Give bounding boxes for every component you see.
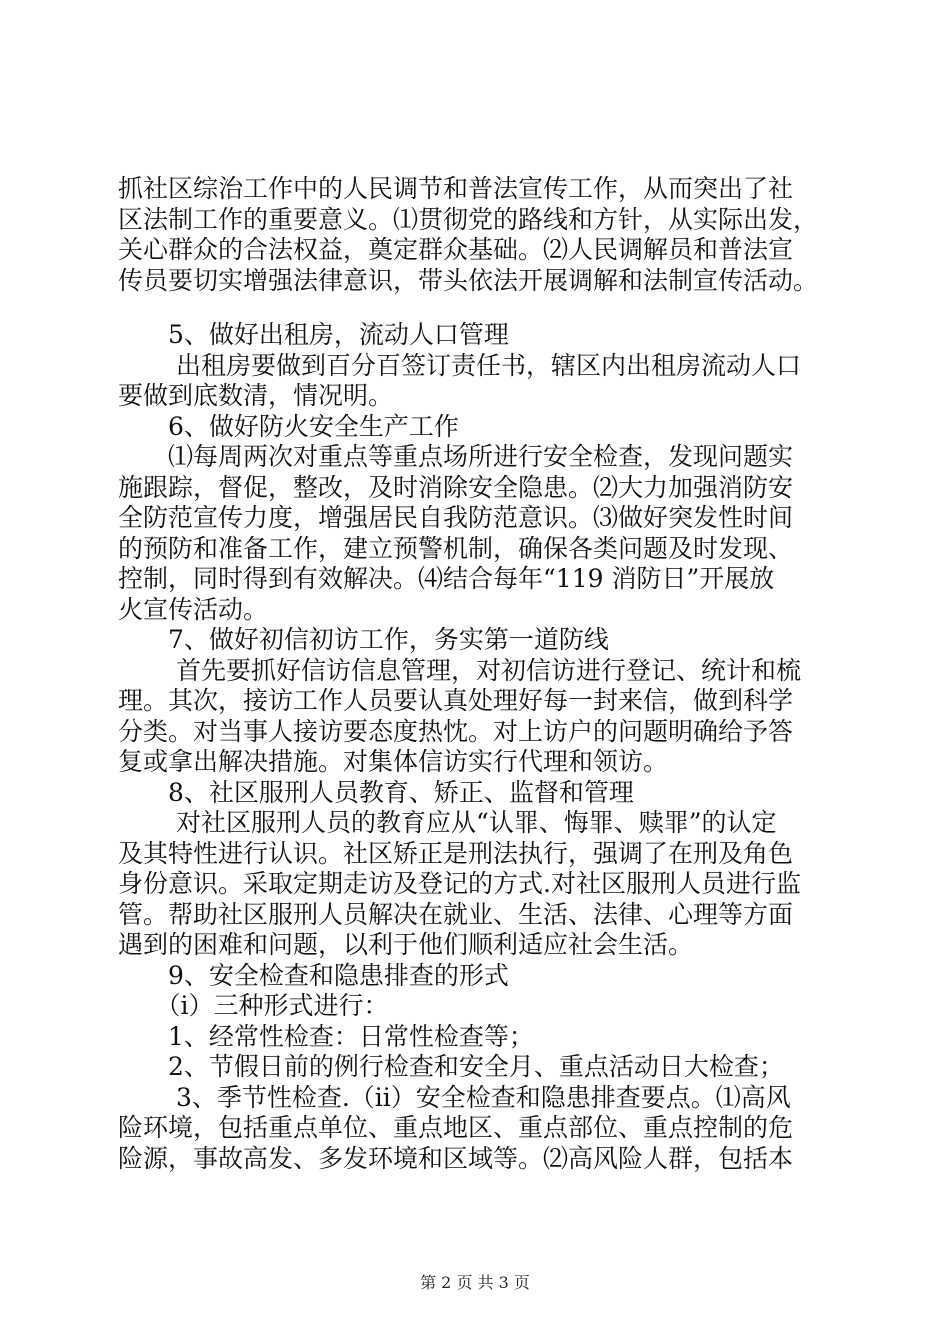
section-heading: 7、做好初信初访工作，务实第一道防线 <box>118 625 609 654</box>
text-line: 首先要抓好信访信息管理，对初信访进行登记、统计和梳 <box>118 655 801 685</box>
text-line: 险源，事故高发、多发环境和区域等。⑵高风险人群，包括本 <box>118 1143 794 1173</box>
text-line: 分类。对当事人接访要态度热忱。对上访户的问题明确给予答 <box>118 716 794 746</box>
text-line: 区法制工作的重要意义。⑴贯彻党的路线和方针，从实际出发， <box>118 204 819 234</box>
text-line: 对社区服刑人员的教育应从“认罪、悔罪、赎罪”的认定 <box>118 808 777 837</box>
text-line: 3、季节性检查.（ⅱ）安全检查和隐患排查要点。⑴高风 <box>118 1082 791 1112</box>
text-line: 施跟踪，督促，整改，及时消除安全隐患。⑵大力加强消防安 <box>118 472 794 502</box>
section-heading: 5、做好出租房，流动人口管理 <box>118 320 509 349</box>
text-line: 管。帮助社区服刑人员解决在就业、生活、法律、心理等方面 <box>118 899 794 929</box>
text-line: 的预防和准备工作，建立预警机制，确保各类问题及时发现、 <box>118 533 794 563</box>
text-line: 及其特性进行认识。社区矫正是刑法执行，强调了在刑及角色 <box>118 838 794 868</box>
document-body <box>118 174 854 1174</box>
text-line: 复或拿出解决措施。对集体信访实行代理和领访。 <box>118 747 669 776</box>
text-line: 传员要切实增强法律意识，带头依法开展调解和法制宣传活动。 <box>118 265 819 295</box>
text-line: 控制，同时得到有效解决。⑷结合每年“119 消防日”开展放 <box>118 564 775 593</box>
text-line: 险环境，包括重点单位、重点地区、重点部位、重点控制的危 <box>118 1113 794 1142</box>
text-line: 抓社区综治工作中的人民调节和普法宣传工作，从而突出了社 <box>118 174 794 203</box>
text-line: 1、经常性检查：日常性检查等； <box>118 1021 534 1051</box>
text-line: 出租房要做到百分百签订责任书，辖区内出租房流动人口 <box>118 350 801 380</box>
text-line: （ⅰ）三种形式进行： <box>118 991 389 1020</box>
text-line: 遇到的困难和问题，以利于他们顺利适应社会生活。 <box>118 930 694 959</box>
text-line: 要做到底数清，情况明。 <box>118 381 394 410</box>
text-line: 全防范宣传力度，增强居民自我防范意识。⑶做好突发性时间 <box>118 503 794 532</box>
text-line: 关心群众的合法权益，奠定群众基础。⑵人民调解员和普法宣 <box>118 235 794 264</box>
text-line: 火宣传活动。 <box>118 594 269 624</box>
page-number-footer: 第 2 页 共 3 页 <box>420 1273 530 1292</box>
text-line: ⑴每周两次对重点等重点场所进行安全检查，发现问题实 <box>118 442 794 471</box>
text-line: 身份意识。采取定期走访及登记的方式.对社区服刑人员进行监 <box>118 869 801 898</box>
paragraph-gap <box>118 296 854 320</box>
text-line: 理。其次，接访工作人员要认真处理好每一封来信，做到科学 <box>118 686 794 715</box>
section-heading: 8、社区服刑人员教育、矫正、监督和管理 <box>118 777 634 807</box>
section-heading: 6、做好防火安全生产工作 <box>118 411 459 441</box>
text-line: 2、节假日前的例行检查和安全月、重点活动日大检查； <box>118 1052 784 1081</box>
section-heading: 9、安全检查和隐患排查的形式 <box>118 960 509 990</box>
